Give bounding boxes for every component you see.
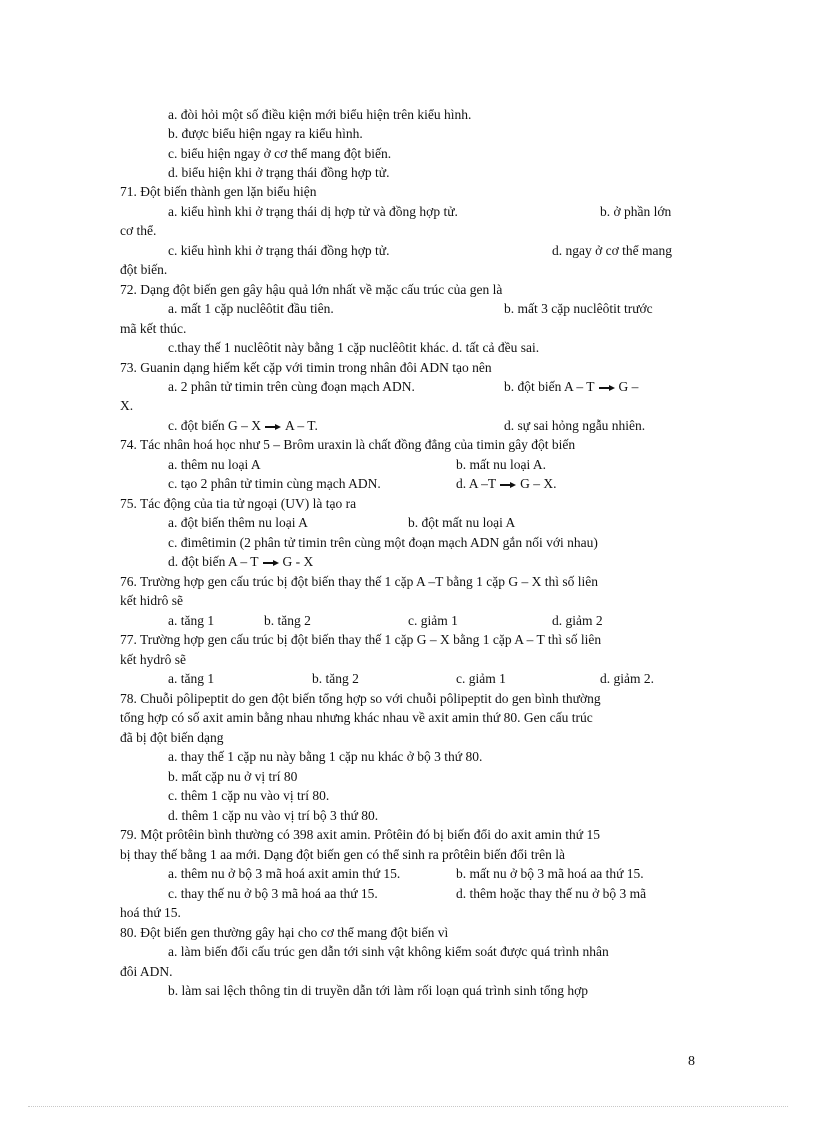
option-line: d. ngay ở cơ thể mang xyxy=(552,243,672,258)
option-text: d. đột biến A – T xyxy=(168,554,259,569)
option-line: a. 2 phân tử timin trên cùng đoạn mạch ADN. xyxy=(168,379,415,394)
option-line: a. kiểu hình khi ở trạng thái dị hợp tử và đồng hợp tử. xyxy=(168,204,458,219)
footer-divider xyxy=(28,1106,788,1107)
option-line: a. thay thế 1 cặp nu này bằng 1 cặp nu khác ở bộ 3 thứ 80. xyxy=(168,749,483,764)
option-line: d. thêm 1 cặp nu vào vị trí bộ 3 thứ 80. xyxy=(168,808,379,823)
option-line: c. thay thế nu ở bộ 3 mã hoá aa thứ 15. xyxy=(168,886,378,901)
question-77: 77. Trường hợp gen cấu trúc bị đột biến thay thế 1 cặp G – X bằng 1 cặp A – T thì số liên xyxy=(120,632,602,647)
option-line: d. biểu hiện khi ở trạng thái đồng hợp tử. xyxy=(168,165,390,180)
continuation-line: bị thay thế bằng 1 aa mới. Dạng đột biến gen có thể sinh ra prôtêin biến đổi trên là xyxy=(120,847,566,862)
option-line: c. giảm 1 xyxy=(408,613,458,628)
option-line xyxy=(168,418,318,434)
option-line: b. được biểu hiện ngay ra kiểu hình. xyxy=(168,126,363,141)
option-line: c. biểu hiện ngay ở cơ thể mang đột biến. xyxy=(168,146,392,161)
option-line: a. làm biến đổi cấu trúc gen dẫn tới sinh vật không kiểm soát được quá trình nhân xyxy=(168,944,609,959)
option-line: b. tăng 2 xyxy=(312,671,359,686)
option-text: c. đột biến G – X xyxy=(168,418,261,433)
question-74: 74. Tác nhân hoá học như 5 – Brôm uraxin là chất đồng đẳng của timin gây đột biến xyxy=(120,437,576,452)
option-line: d. giảm 2. xyxy=(600,671,654,686)
continuation-line: đôi ADN. xyxy=(120,964,173,979)
option-line: b. đột mất nu loại A xyxy=(408,515,516,530)
option-line: c. kiểu hình khi ở trạng thái đồng hợp tử. xyxy=(168,243,390,258)
question-76: 76. Trường hợp gen cấu trúc bị đột biến thay thế 1 cặp A –T bằng 1 cặp G – X thì số liên xyxy=(120,574,599,589)
continuation-line: đột biến. xyxy=(120,262,168,277)
option-line: b. mất 3 cặp nuclêôtit trước xyxy=(504,301,653,316)
continuation-line: cơ thể. xyxy=(120,223,157,238)
option-text: b. đột biến A – T xyxy=(504,379,595,394)
question-73: 73. Guanin dạng hiếm kết cặp với timin trong nhân đôi ADN tạo nên xyxy=(120,360,492,375)
continuation-line: kết hydrô sẽ xyxy=(120,652,186,667)
continuation-line: đã bị đột biến dạng xyxy=(120,730,224,745)
option-line: a. tăng 1 xyxy=(168,671,215,686)
option-line: a. thêm nu ở bộ 3 mã hoá axit amin thứ 15. xyxy=(168,866,401,881)
arrow-right-icon xyxy=(599,385,615,391)
option-line: a. mất 1 cặp nuclêôtit đầu tiên. xyxy=(168,301,334,316)
question-71: 71. Đột biến thành gen lặn biểu hiện xyxy=(120,184,317,199)
option-line: c. tạo 2 phân tử timin cùng mạch ADN. xyxy=(168,476,381,491)
option-line: b. ở phần lớn xyxy=(600,204,672,219)
continuation-line: kết hidrô sẽ xyxy=(120,593,183,608)
arrow-right-icon xyxy=(500,482,516,488)
option-line xyxy=(168,554,313,570)
continuation-line: mã kết thúc. xyxy=(120,321,187,336)
option-text: G – xyxy=(618,379,639,394)
option-line: c. giảm 1 xyxy=(456,671,506,686)
option-line: c. thêm 1 cặp nu vào vị trí 80. xyxy=(168,788,330,803)
question-75: 75. Tác động của tia tử ngoại (UV) là tạo ra xyxy=(120,496,357,511)
option-line: b. mất nu ở bộ 3 mã hoá aa thứ 15. xyxy=(456,866,644,881)
question-72: 72. Dạng đột biến gen gây hậu quả lớn nhất về mặc cấu trúc của gen là xyxy=(120,282,503,297)
question-78: 78. Chuỗi pôlipeptit do gen đột biến tổng hợp so với chuỗi pôlipeptit do gen bình thường xyxy=(120,691,601,706)
option-line: b. mất nu loại A. xyxy=(456,457,546,472)
option-line: a. tăng 1 xyxy=(168,613,215,628)
option-line: a. đòi hỏi một số điều kiện mới biểu hiện trên kiểu hình. xyxy=(168,107,472,122)
option-text: G - X xyxy=(282,554,314,569)
option-line: a. thêm nu loại A xyxy=(168,457,261,472)
option-line xyxy=(504,379,638,395)
option-text: d. A –T xyxy=(456,476,497,491)
option-line: c.thay thế 1 nuclêôtit này bằng 1 cặp nuclêôtit khác. d. tất cả đều sai. xyxy=(168,340,540,355)
arrow-right-icon xyxy=(263,560,279,566)
question-79: 79. Một prôtêin bình thường có 398 axit amin. Prôtêin đó bị biến đổi do axit amin thứ 15 xyxy=(120,827,600,842)
option-line: c. đimêtimin (2 phân tử timin trên cùng một đoạn mạch ADN gắn nối với nhau) xyxy=(168,535,598,550)
option-line: b. mất cặp nu ở vị trí 80 xyxy=(168,769,298,784)
arrow-right-icon xyxy=(265,424,281,430)
option-line: d. thêm hoặc thay thế nu ở bộ 3 mã xyxy=(456,886,647,901)
continuation-line: X. xyxy=(120,398,134,413)
option-text: A – T. xyxy=(284,418,318,433)
continuation-line: tổng hợp có số axit amin bằng nhau nhưng khác nhau về axit amin thứ 80. Gen cấu trúc xyxy=(120,710,593,725)
option-line: d. giảm 2 xyxy=(552,613,603,628)
page-number: 8 xyxy=(688,1054,695,1069)
option-line: b. làm sai lệch thông tin di truyền dẫn tới làm rối loạn quá trình sinh tổng hợp xyxy=(168,983,588,998)
continuation-line: hoá thứ 15. xyxy=(120,905,181,920)
option-line xyxy=(456,476,557,492)
option-line: b. tăng 2 xyxy=(264,613,311,628)
option-line: a. đột biến thêm nu loại A xyxy=(168,515,308,530)
option-line: d. sự sai hỏng ngẫu nhiên. xyxy=(504,418,646,433)
option-text: G – X. xyxy=(520,476,557,491)
question-80: 80. Đột biến gen thường gây hại cho cơ thể mang đột biến vì xyxy=(120,925,449,940)
